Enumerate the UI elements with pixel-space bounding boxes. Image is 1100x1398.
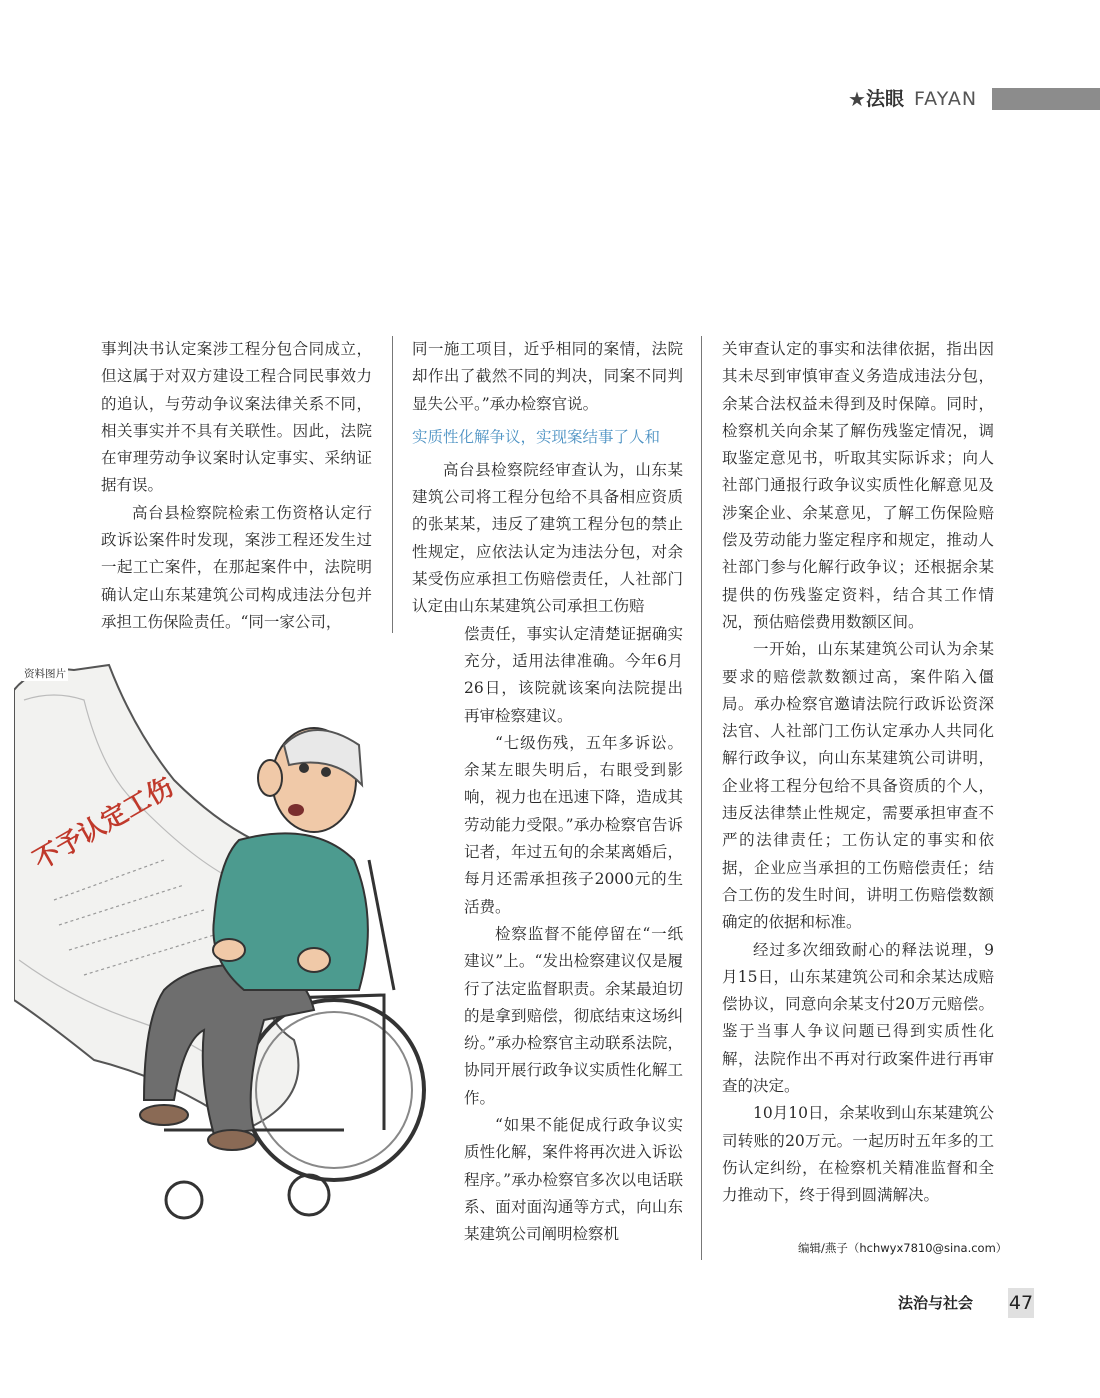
- column-1: [101, 336, 372, 636]
- section-title: 法眼: [866, 88, 905, 110]
- section-header: [848, 86, 1100, 112]
- column-divider: [701, 336, 702, 1260]
- column-2: [412, 336, 683, 1249]
- paragraph: 事判决书认定案涉工程分包合同成立，但这属于对双方建设工程合同民事效力的追认，与劳动争议案法律关系不同，相关事实并不具有关联性。因此，法院在审理劳动争议案时认定事实、采纳证据有误。: [101, 340, 372, 495]
- editor-credit: 编辑/燕子（hchwyx7810@sina.com）: [798, 1241, 1008, 1255]
- paragraph: 关审查认定的事实和法律依据，指出因其未尽到审慎审查义务造成违法分包，余某合法权益未得到及时保障。同时，检察机关向余某了解伤残鉴定情况，调取鉴定意见书，听取其实际诉求；向人社部门通报行政争议实质性化解意见及涉案企业、余某意见，了解工伤保险赔偿及劳动能力鉴定程序和规定，推动人社部门参与化解行政争议；还根据余某提供的伤残鉴定资料，结合其工作情况，预估赔偿费用数额区间。: [722, 340, 994, 631]
- paragraph: “如果不能促成行政争议实质性化解，案件将再次进入诉讼程序。”承办检察官多次以电话联系、面对面沟通等方式，向山东某建筑公司阐明检察机: [464, 1116, 683, 1244]
- header-bar: [992, 88, 1100, 110]
- subheading: 实质性化解争议，实现案结事了人和: [412, 427, 661, 446]
- column-3: [722, 336, 994, 1210]
- paragraph: 10月10日，余某收到山东某建筑公司转账的20万元。一起历时五年多的工伤认定纠纷，在检察机关精准监督和全力推动下，终于得到圆满解决。: [722, 1104, 994, 1205]
- section-title-en: FAYAN: [914, 88, 978, 110]
- illustration: [14, 660, 434, 1245]
- paragraph: 偿责任，事实认定清楚证据确实充分，适用法律准确。今年6月26日，该院就该案向法院提出再审检察建议。: [464, 624, 683, 725]
- publication-name: 法治与社会: [898, 1294, 974, 1312]
- narrow-text-block: [464, 621, 683, 1249]
- column-divider: [392, 336, 393, 633]
- paragraph: 高台县检察院检索工伤资格认定行政诉讼案件时发现，案涉工程还发生过一起工亡案件，在那起案件中，法院明确认定山东某建筑公司构成违法分包并承担工伤保险责任。“同一家公司，: [101, 503, 372, 631]
- paragraph: 检察监督不能停留在“一纸建议”上。“发出检察建议仅是履行了法定监督职责。余某最迫切的是拿到赔偿，彻底结束这场纠纷。”承办检察官主动联系法院，协同开展行政争议实质性化解工作。: [464, 924, 683, 1107]
- page-number: 47: [1008, 1288, 1034, 1318]
- nose: [258, 760, 282, 796]
- shoe: [140, 1105, 188, 1125]
- shoe: [208, 1130, 256, 1150]
- paragraph: 经过多次细致耐心的释法说理，9月15日，山东某建筑公司和余某达成赔偿协议，同意向余某支付20万元赔偿。鉴于当事人争议问题已得到实质性化解，法院作出不再对行政案件进行再审查的决定。: [722, 940, 994, 1096]
- sweater: [213, 833, 368, 990]
- paragraph: 同一施工项目，近乎相同的案情，法院却作出了截然不同的判决，同案不同判显失公平。”承办检察官说。: [412, 340, 683, 413]
- image-credit-label: 资料图片: [24, 668, 66, 680]
- paragraph: 一开始，山东某建筑公司认为余某要求的赔偿款数额过高，案件陷入僵局。承办检察官邀请法院行政诉讼资深法官、人社部门工伤认定承办人共同化解行政争议，向山东某建筑公司讲明，企业将工程分包给不具备资质的个人，违反法律禁止性规定，需要承担审查不严的法律责任；工伤认定的事实和依据，企业应当承担的工伤赔偿责任；结合工伤的发生时间，讲明工伤赔偿数额确定的依据和标准。: [722, 640, 994, 932]
- paragraph: “七级伤残，五年多诉讼。余某左眼失明后，右眼受到影响，视力也在迅速下降，造成其劳动能力受限。”承办检察官告诉记者，年过五旬的余某离婚后，每月还需承担孩子2000元的生活费。: [464, 733, 683, 916]
- document-stamp-text: 不予认定工伤: [28, 772, 179, 877]
- paragraph: 高台县检察院经审查认为，山东某建筑公司将工程分包给不具备相应资质的张某某，违反了建筑工程分包的禁止性规定，应依法认定为违法分包，对余某受伤应承担工伤赔偿责任，人社部门认定由山东某建筑公司承担工伤赔: [412, 460, 683, 616]
- star-icon: ★: [848, 87, 866, 111]
